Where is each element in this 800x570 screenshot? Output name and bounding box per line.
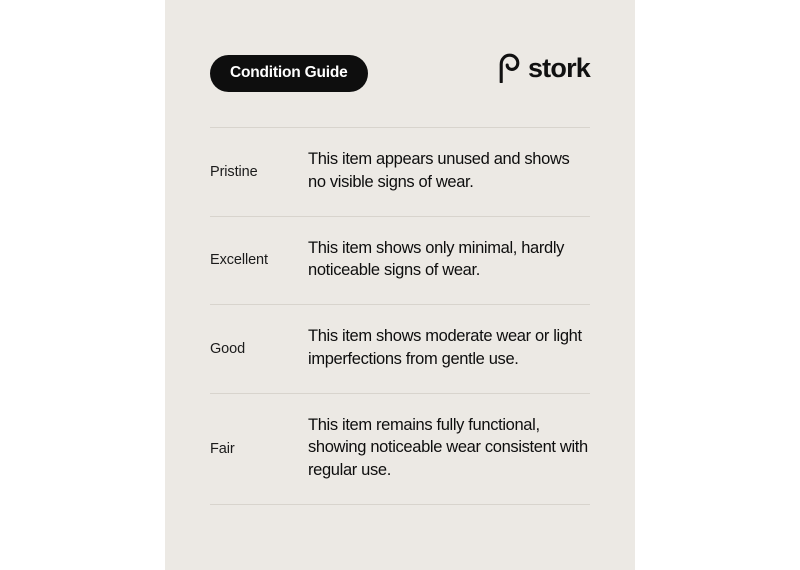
card-content — [210, 0, 590, 570]
condition-label: Pristine — [210, 163, 258, 180]
condition-guide-card — [165, 0, 635, 570]
table-row — [210, 393, 590, 505]
condition-guide-badge: Condition Guide — [210, 55, 368, 92]
condition-label: Good — [210, 340, 246, 357]
condition-description: This item appears unused and shows no visible signs of wear. — [308, 150, 570, 191]
table-row — [210, 127, 590, 216]
table-row — [210, 304, 590, 393]
condition-description: This item shows only minimal, hardly noticeable signs of wear. — [308, 238, 565, 280]
brand-name: stork — [527, 52, 590, 83]
condition-label: Excellent — [210, 252, 268, 269]
condition-description: This item shows moderate wear or light imperfections from gentle use. — [308, 327, 582, 368]
brand-lockup — [498, 53, 590, 83]
table-row — [210, 216, 590, 305]
conditions-table — [210, 127, 590, 505]
stork-logo-icon — [498, 53, 520, 83]
condition-label: Fair — [210, 440, 235, 457]
condition-description: This item remains fully functional, showing noticeable wear consistent with regular use. — [308, 415, 588, 480]
card-header — [210, 52, 590, 95]
